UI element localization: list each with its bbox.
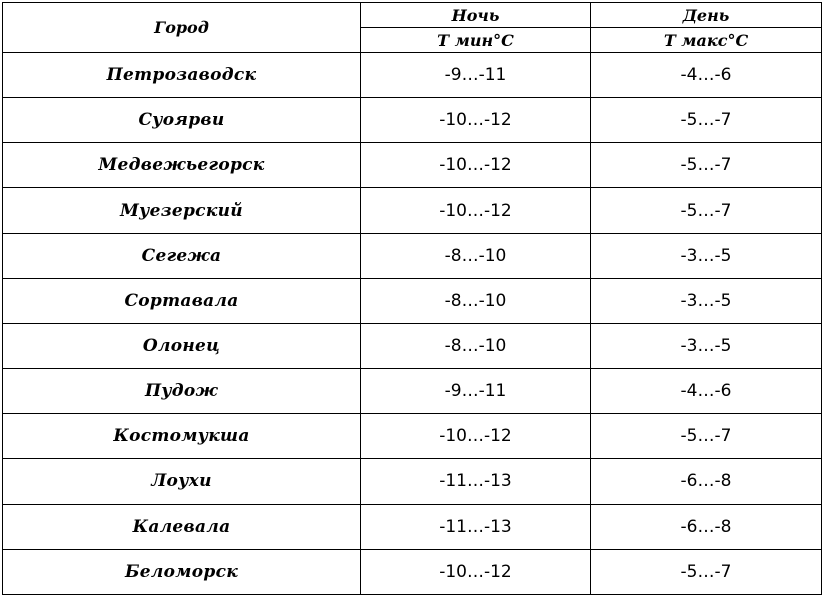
day-temp-cell: -6…-8: [591, 459, 822, 504]
day-temp-cell: -4…-6: [591, 369, 822, 414]
table-row: [3, 459, 822, 504]
header-night: Ночь: [361, 3, 591, 28]
table-row: [3, 98, 822, 143]
night-temp-cell: -11…-13: [361, 504, 591, 549]
day-temp-cell: -5…-7: [591, 414, 822, 459]
table-row: [3, 504, 822, 549]
table-row: [3, 143, 822, 188]
city-name-cell: Костомукша: [3, 414, 361, 459]
header-row: [3, 3, 822, 28]
table-row: [3, 233, 822, 278]
day-temp-cell: -3…-5: [591, 323, 822, 368]
day-temp-cell: -5…-7: [591, 549, 822, 594]
city-name-cell: Суоярви: [3, 98, 361, 143]
table-row: [3, 369, 822, 414]
table-body: [3, 53, 822, 595]
city-name-cell: Олонец: [3, 323, 361, 368]
city-name-cell: Сортавала: [3, 278, 361, 323]
header-day-max-temp: Т макс°С: [591, 28, 822, 53]
night-temp-cell: -10…-12: [361, 414, 591, 459]
night-temp-cell: -8…-10: [361, 278, 591, 323]
night-temp-cell: -8…-10: [361, 323, 591, 368]
table-row: [3, 549, 822, 594]
day-temp-cell: -5…-7: [591, 98, 822, 143]
day-temp-cell: -3…-5: [591, 233, 822, 278]
day-temp-cell: -4…-6: [591, 53, 822, 98]
table-row: [3, 188, 822, 233]
day-temp-cell: -5…-7: [591, 143, 822, 188]
city-name-cell: Беломорск: [3, 549, 361, 594]
city-name-cell: Пудож: [3, 369, 361, 414]
night-temp-cell: -8…-10: [361, 233, 591, 278]
header-night-min-temp: Т мин°С: [361, 28, 591, 53]
city-name-cell: Медвежьегорск: [3, 143, 361, 188]
night-temp-cell: -10…-12: [361, 188, 591, 233]
table-row: [3, 323, 822, 368]
night-temp-cell: -11…-13: [361, 459, 591, 504]
night-temp-cell: -9…-11: [361, 369, 591, 414]
day-temp-cell: -5…-7: [591, 188, 822, 233]
city-name-cell: Лоухи: [3, 459, 361, 504]
forecast-table: [2, 2, 822, 595]
table-row: [3, 278, 822, 323]
night-temp-cell: -10…-12: [361, 549, 591, 594]
night-temp-cell: -10…-12: [361, 143, 591, 188]
night-temp-cell: -9…-11: [361, 53, 591, 98]
night-temp-cell: -10…-12: [361, 98, 591, 143]
city-name-cell: Сегежа: [3, 233, 361, 278]
header-day: День: [591, 3, 822, 28]
header-city: Город: [3, 3, 361, 53]
city-name-cell: Петрозаводск: [3, 53, 361, 98]
day-temp-cell: -3…-5: [591, 278, 822, 323]
day-temp-cell: -6…-8: [591, 504, 822, 549]
table-row: [3, 414, 822, 459]
table-row: [3, 53, 822, 98]
city-name-cell: Муезерский: [3, 188, 361, 233]
city-name-cell: Калевала: [3, 504, 361, 549]
